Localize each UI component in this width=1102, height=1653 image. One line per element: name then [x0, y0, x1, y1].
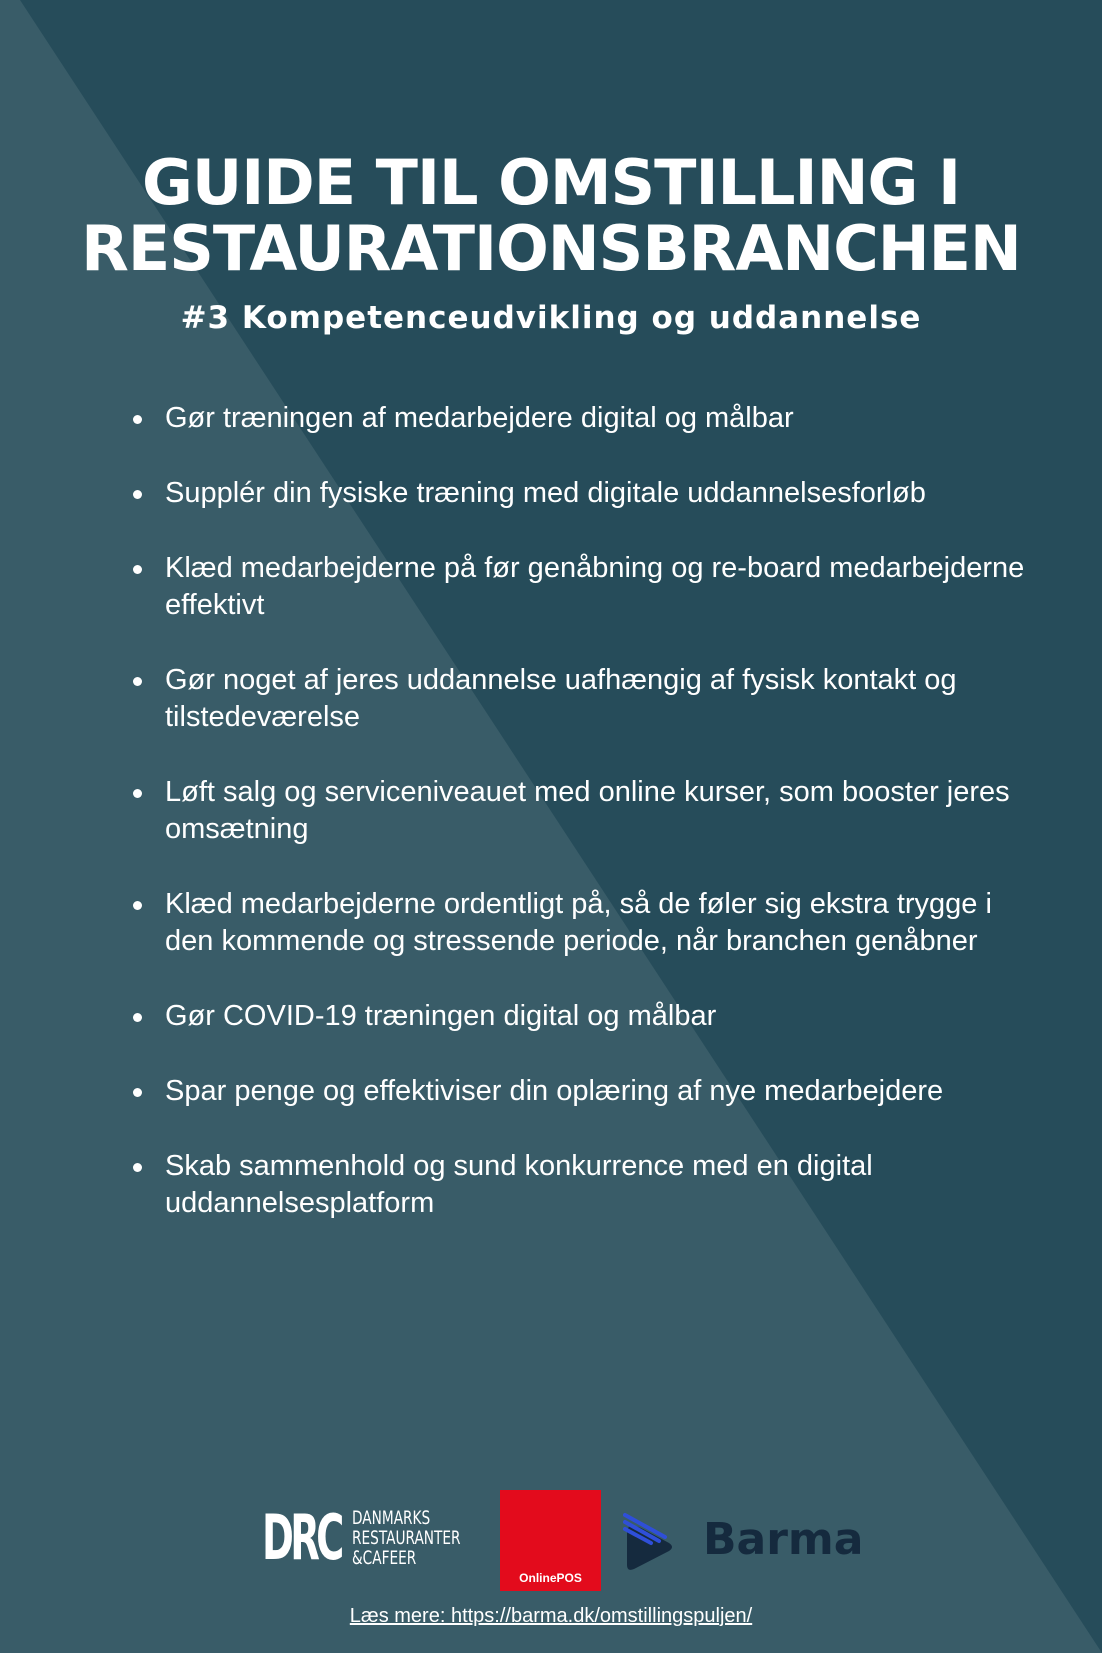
onlinepos-label: OnlinePOS [519, 1571, 582, 1585]
drc-logo [262, 1501, 467, 1580]
page-subtitle: #3 Kompetenceudvikling og uddannelse [180, 300, 922, 336]
drc-name-line-3: &CAFEER [352, 1547, 417, 1569]
list-item: Gør noget af jeres uddannelse uafhængig af fysisk kontakt og tilstedeværelse [130, 662, 1030, 736]
list-item: Løft salg og serviceniveauet med online kurser, som booster jeres omsætning [130, 774, 1030, 848]
tips-list [130, 400, 1030, 1260]
list-item: Spar penge og effektiviser din oplæring af nye medarbejdere [130, 1073, 1030, 1110]
drc-name-line-1: DANMARKS [352, 1507, 431, 1529]
drc-name [352, 1508, 461, 1568]
drc-name-line-2: RESTAURANTER [352, 1527, 461, 1549]
drc-abbr: DRC [262, 1501, 341, 1574]
list-item: Gør træningen af medarbejdere digital og målbar [130, 400, 1030, 437]
barma-play-icon [623, 1511, 683, 1573]
read-more-link[interactable]: Læs mere: https://barma.dk/omstillingspuljen/ [349, 1605, 753, 1627]
list-item: Klæd medarbejderne på før genåbning og re-board medarbejderne effektivt [130, 550, 1030, 624]
onlinepos-logo [500, 1490, 601, 1591]
list-item: Gør COVID-19 træningen digital og målbar [130, 998, 1030, 1035]
list-item: Skab sammenhold og sund konkurrence med en digital uddannelsesplatform [130, 1148, 1030, 1222]
barma-wordmark: Barma [703, 1514, 864, 1565]
list-item: Klæd medarbejderne ordentligt på, så de føler sig ekstra trygge i den kommende og stressende periode, når branchen genåbner [130, 886, 1030, 960]
title-line-2: RESTAURATIONSBRANCHEN [81, 212, 1021, 285]
title-line-1: GUIDE TIL OMSTILLING I [141, 146, 961, 219]
page-title [0, 146, 1102, 285]
partner-logos [0, 1490, 1102, 1595]
list-item: Supplér din fysiske træning med digitale uddannelsesforløb [130, 475, 1030, 512]
